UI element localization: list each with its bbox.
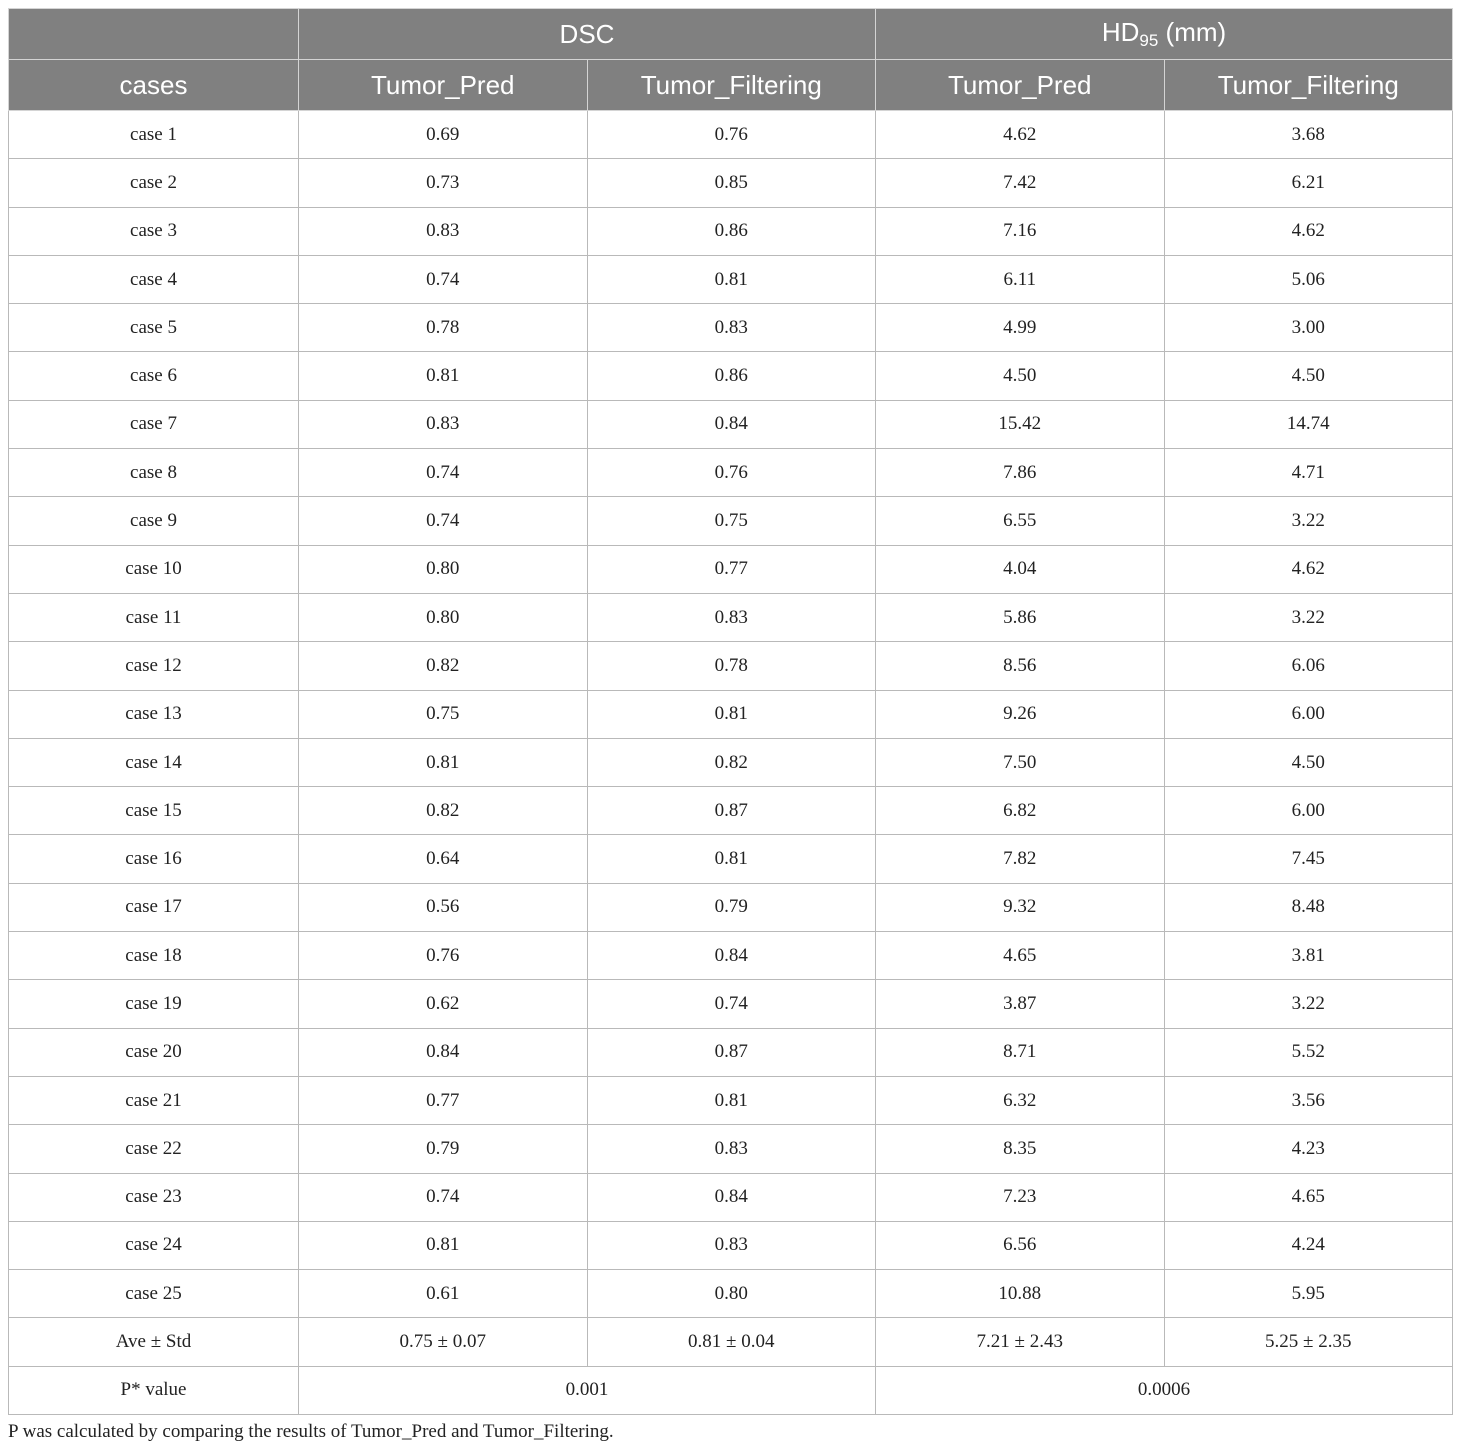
hd-tumor-filtering-cell: 4.50 (1164, 738, 1453, 786)
hd-tumor-pred-cell: 7.82 (876, 835, 1165, 883)
hd-tumor-filtering-cell: 5.52 (1164, 1028, 1453, 1076)
hd-tumor-filtering-cell: 6.06 (1164, 642, 1453, 690)
table-row (9, 1028, 1453, 1076)
hd-tumor-filtering-cell: 4.23 (1164, 1125, 1453, 1173)
table-row (9, 449, 1453, 497)
table-row (9, 1173, 1453, 1221)
hd-unit: (mm) (1158, 17, 1227, 47)
dsc-tumor-pred-cell: 0.82 (299, 642, 588, 690)
dsc-tumor-pred-cell: 0.74 (299, 255, 588, 303)
hd-tumor-pred-cell: 6.82 (876, 787, 1165, 835)
hd-tumor-pred-cell: 8.71 (876, 1028, 1165, 1076)
case-label-cell: case 18 (9, 932, 299, 980)
dsc-tumor-pred-cell: 0.74 (299, 497, 588, 545)
case-label-cell: case 4 (9, 255, 299, 303)
hd-tumor-pred-header: Tumor_Pred (876, 60, 1165, 111)
dsc-tumor-filtering-cell: 0.81 (587, 690, 876, 738)
table-row (9, 690, 1453, 738)
pvalue-hd: 0.0006 (876, 1366, 1453, 1414)
hd-subscript: 95 (1139, 31, 1159, 50)
hd-tumor-pred-cell: 9.26 (876, 690, 1165, 738)
dsc-tumor-pred-header: Tumor_Pred (299, 60, 588, 111)
hd-tumor-filtering-cell: 6.21 (1164, 159, 1453, 207)
dsc-tumor-pred-cell: 0.79 (299, 1125, 588, 1173)
case-label-cell: case 25 (9, 1270, 299, 1318)
case-label-cell: case 19 (9, 980, 299, 1028)
hd-tumor-pred-cell: 4.04 (876, 545, 1165, 593)
hd-tumor-filtering-cell: 3.22 (1164, 593, 1453, 641)
case-label-cell: case 9 (9, 497, 299, 545)
hd-tumor-filtering-cell: 4.71 (1164, 449, 1453, 497)
hd-tumor-pred-cell: 7.50 (876, 738, 1165, 786)
hd-tumor-filtering-cell: 4.24 (1164, 1221, 1453, 1269)
dsc-tumor-pred-cell: 0.83 (299, 400, 588, 448)
dsc-tumor-filtering-cell: 0.77 (587, 545, 876, 593)
hd-tumor-filtering-cell: 14.74 (1164, 400, 1453, 448)
hd-tumor-pred-cell: 3.87 (876, 980, 1165, 1028)
dsc-tumor-filtering-header: Tumor_Filtering (587, 60, 876, 111)
case-label-cell: case 12 (9, 642, 299, 690)
hd-tumor-filtering-cell: 4.65 (1164, 1173, 1453, 1221)
dsc-tumor-pred-cell: 0.76 (299, 932, 588, 980)
summary-row (9, 1318, 1453, 1366)
hd-tumor-pred-cell: 4.62 (876, 111, 1165, 159)
table-body (9, 111, 1453, 1415)
case-label-cell: case 24 (9, 1221, 299, 1269)
hd-tumor-filtering-cell: 3.00 (1164, 304, 1453, 352)
pvalue-dsc: 0.001 (299, 1366, 876, 1414)
dsc-tumor-filtering-cell: 0.81 (587, 1076, 876, 1124)
table-row (9, 787, 1453, 835)
hd-tumor-pred-cell: 10.88 (876, 1270, 1165, 1318)
table-row (9, 1221, 1453, 1269)
dsc-tumor-filtering-cell: 0.81 (587, 255, 876, 303)
pvalue-label: P* value (9, 1366, 299, 1414)
table-row (9, 980, 1453, 1028)
cases-header: cases (9, 60, 299, 111)
column-header-row (9, 60, 1453, 111)
dsc-tumor-filtering-cell: 0.83 (587, 1125, 876, 1173)
hd-tumor-pred-cell: 7.23 (876, 1173, 1165, 1221)
hd-tumor-pred-cell: 9.32 (876, 883, 1165, 931)
case-label-cell: case 22 (9, 1125, 299, 1173)
table-row (9, 642, 1453, 690)
results-table-container (8, 8, 1452, 1415)
case-label-cell: case 16 (9, 835, 299, 883)
hd-tumor-filtering-cell: 3.22 (1164, 980, 1453, 1028)
dsc-tumor-pred-cell: 0.77 (299, 1076, 588, 1124)
hd-tumor-pred-cell: 6.32 (876, 1076, 1165, 1124)
hd-label: HD (1101, 17, 1140, 47)
table-row (9, 593, 1453, 641)
table-row (9, 835, 1453, 883)
case-label-cell: case 10 (9, 545, 299, 593)
dsc-tumor-pred-cell: 0.82 (299, 787, 588, 835)
dsc-tumor-pred-cell: 0.75 (299, 690, 588, 738)
dsc-tumor-filtering-cell: 0.87 (587, 1028, 876, 1076)
dsc-tumor-filtering-cell: 0.84 (587, 932, 876, 980)
dsc-tumor-pred-cell: 0.81 (299, 352, 588, 400)
hd-tumor-filtering-cell: 5.95 (1164, 1270, 1453, 1318)
hd-tumor-filtering-cell: 4.62 (1164, 207, 1453, 255)
hd-tumor-pred-cell: 4.99 (876, 304, 1165, 352)
summary-dsc-pred: 0.75 ± 0.07 (299, 1318, 588, 1366)
dsc-tumor-filtering-cell: 0.74 (587, 980, 876, 1028)
dsc-tumor-pred-cell: 0.78 (299, 304, 588, 352)
dsc-tumor-filtering-cell: 0.79 (587, 883, 876, 931)
dsc-tumor-pred-cell: 0.80 (299, 545, 588, 593)
dsc-tumor-pred-cell: 0.81 (299, 1221, 588, 1269)
hd-tumor-pred-cell: 6.55 (876, 497, 1165, 545)
hd-tumor-filtering-cell: 3.68 (1164, 111, 1453, 159)
dsc-tumor-pred-cell: 0.73 (299, 159, 588, 207)
hd-tumor-filtering-cell: 3.81 (1164, 932, 1453, 980)
dsc-tumor-pred-cell: 0.74 (299, 449, 588, 497)
hd-tumor-pred-cell: 8.35 (876, 1125, 1165, 1173)
case-label-cell: case 1 (9, 111, 299, 159)
case-label-cell: case 2 (9, 159, 299, 207)
hd-tumor-filtering-cell: 7.45 (1164, 835, 1453, 883)
dsc-tumor-filtering-cell: 0.78 (587, 642, 876, 690)
summary-hd-pred: 7.21 ± 2.43 (876, 1318, 1165, 1366)
dsc-group-header: DSC (299, 9, 876, 60)
dsc-tumor-filtering-cell: 0.80 (587, 1270, 876, 1318)
case-label-cell: case 13 (9, 690, 299, 738)
case-label-cell: case 17 (9, 883, 299, 931)
table-row (9, 207, 1453, 255)
table-footnote: P was calculated by comparing the results of Tumor_Pred and Tumor_Filtering. (8, 1421, 614, 1442)
case-label-cell: case 8 (9, 449, 299, 497)
hd-tumor-pred-cell: 15.42 (876, 400, 1165, 448)
hd-tumor-pred-cell: 6.11 (876, 255, 1165, 303)
table-row (9, 883, 1453, 931)
case-label-cell: case 23 (9, 1173, 299, 1221)
hd-tumor-pred-cell: 4.50 (876, 352, 1165, 400)
dsc-tumor-filtering-cell: 0.84 (587, 1173, 876, 1221)
table-row (9, 932, 1453, 980)
summary-dsc-filtering: 0.81 ± 0.04 (587, 1318, 876, 1366)
hd-tumor-filtering-cell: 5.06 (1164, 255, 1453, 303)
table-row (9, 255, 1453, 303)
dsc-tumor-filtering-cell: 0.87 (587, 787, 876, 835)
results-table (8, 8, 1453, 1415)
table-row (9, 545, 1453, 593)
hd-tumor-pred-cell: 5.86 (876, 593, 1165, 641)
dsc-tumor-filtering-cell: 0.83 (587, 304, 876, 352)
hd-tumor-pred-cell: 7.16 (876, 207, 1165, 255)
dsc-tumor-pred-cell: 0.84 (299, 1028, 588, 1076)
dsc-tumor-pred-cell: 0.74 (299, 1173, 588, 1221)
table-row (9, 497, 1453, 545)
hd-tumor-filtering-cell: 4.50 (1164, 352, 1453, 400)
dsc-tumor-pred-cell: 0.80 (299, 593, 588, 641)
dsc-tumor-pred-cell: 0.81 (299, 738, 588, 786)
dsc-tumor-filtering-cell: 0.86 (587, 207, 876, 255)
hd-tumor-filtering-cell: 3.22 (1164, 497, 1453, 545)
dsc-tumor-filtering-cell: 0.86 (587, 352, 876, 400)
hd-tumor-pred-cell: 4.65 (876, 932, 1165, 980)
dsc-tumor-pred-cell: 0.69 (299, 111, 588, 159)
summary-label: Ave ± Std (9, 1318, 299, 1366)
case-label-cell: case 14 (9, 738, 299, 786)
dsc-tumor-filtering-cell: 0.83 (587, 1221, 876, 1269)
pvalue-row (9, 1366, 1453, 1414)
summary-hd-filtering: 5.25 ± 2.35 (1164, 1318, 1453, 1366)
dsc-tumor-pred-cell: 0.64 (299, 835, 588, 883)
hd-tumor-filtering-cell: 6.00 (1164, 787, 1453, 835)
dsc-tumor-pred-cell: 0.61 (299, 1270, 588, 1318)
hd-tumor-filtering-cell: 4.62 (1164, 545, 1453, 593)
table-row (9, 1270, 1453, 1318)
table-row (9, 1076, 1453, 1124)
table-row (9, 400, 1453, 448)
dsc-tumor-filtering-cell: 0.75 (587, 497, 876, 545)
dsc-tumor-filtering-cell: 0.81 (587, 835, 876, 883)
hd-tumor-pred-cell: 6.56 (876, 1221, 1165, 1269)
hd-tumor-filtering-cell: 8.48 (1164, 883, 1453, 931)
case-label-cell: case 7 (9, 400, 299, 448)
case-label-cell: case 15 (9, 787, 299, 835)
dsc-tumor-filtering-cell: 0.82 (587, 738, 876, 786)
group-header-row (9, 9, 1453, 60)
hd-tumor-filtering-cell: 6.00 (1164, 690, 1453, 738)
dsc-tumor-filtering-cell: 0.76 (587, 449, 876, 497)
case-label-cell: case 6 (9, 352, 299, 400)
table-row (9, 1125, 1453, 1173)
table-row (9, 738, 1453, 786)
empty-corner-cell (9, 9, 299, 60)
dsc-tumor-filtering-cell: 0.84 (587, 400, 876, 448)
case-label-cell: case 3 (9, 207, 299, 255)
hd-tumor-pred-cell: 7.42 (876, 159, 1165, 207)
case-label-cell: case 11 (9, 593, 299, 641)
table-row (9, 304, 1453, 352)
dsc-tumor-filtering-cell: 0.76 (587, 111, 876, 159)
hd-tumor-filtering-header: Tumor_Filtering (1164, 60, 1453, 111)
dsc-tumor-filtering-cell: 0.85 (587, 159, 876, 207)
hd-tumor-pred-cell: 8.56 (876, 642, 1165, 690)
table-row (9, 159, 1453, 207)
hd95-group-header (876, 9, 1453, 60)
case-label-cell: case 21 (9, 1076, 299, 1124)
dsc-tumor-pred-cell: 0.83 (299, 207, 588, 255)
dsc-tumor-pred-cell: 0.56 (299, 883, 588, 931)
table-row (9, 352, 1453, 400)
case-label-cell: case 20 (9, 1028, 299, 1076)
hd-tumor-filtering-cell: 3.56 (1164, 1076, 1453, 1124)
table-row (9, 111, 1453, 159)
case-label-cell: case 5 (9, 304, 299, 352)
dsc-tumor-pred-cell: 0.62 (299, 980, 588, 1028)
hd-tumor-pred-cell: 7.86 (876, 449, 1165, 497)
dsc-tumor-filtering-cell: 0.83 (587, 593, 876, 641)
